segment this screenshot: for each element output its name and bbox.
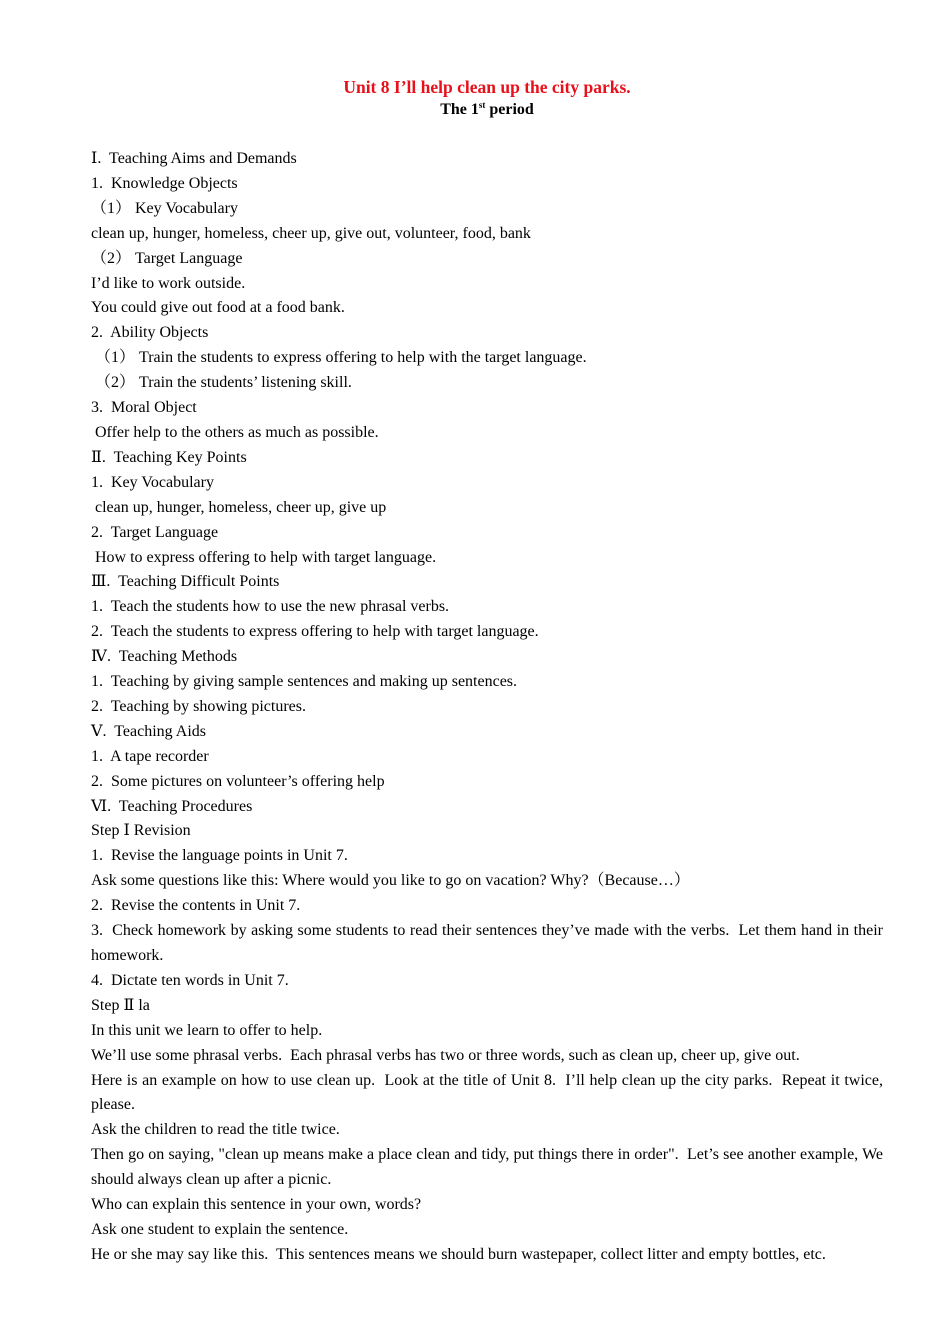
- section-heading-key-points: Ⅱ. Teaching Key Points: [91, 448, 247, 466]
- step-heading-1a: Step Ⅱ la: [91, 996, 150, 1014]
- procedure-item: 1. Revise the language points in Unit 7.: [91, 847, 348, 865]
- section-heading-difficult-points: Ⅲ. Teaching Difficult Points: [91, 573, 280, 591]
- document-page: [91, 76, 887, 1268]
- procedure-text: Ask one student to explain the sentence.: [91, 1220, 349, 1238]
- aid-item: 2. Some pictures on volunteer’s offering help: [91, 772, 385, 790]
- procedure-text: He or she may say like this. This sentences means we should burn wastepaper, collect litter and empty bottles, etc.: [91, 1245, 826, 1263]
- item-key-vocabulary: （1） Key Vocabulary: [91, 199, 238, 217]
- ability-item: （1） Train the students to express offering to help with the target language.: [91, 349, 587, 367]
- difficult-point-item: 2. Teach the students to express offering to help with target language.: [91, 623, 539, 641]
- procedure-text: Ask the children to read the title twice.: [91, 1121, 340, 1139]
- example-sentence: You could give out food at a food bank.: [91, 299, 345, 317]
- section-heading-aims: Ⅰ. Teaching Aims and Demands: [91, 150, 297, 167]
- step-heading-revision: Step Ⅰ Revision: [91, 822, 191, 840]
- section-heading-procedures: Ⅵ. Teaching Procedures: [91, 797, 253, 815]
- ability-item: （2） Train the students’ listening skill.: [91, 374, 352, 392]
- procedure-text: Here is an example on how to use clean up. Look at the title of Unit 8. I’ll help clean up the city parks. Repeat it twice, please.: [91, 1071, 887, 1114]
- subtitle-prefix: The 1: [440, 101, 479, 118]
- key-vocabulary-list: clean up, hunger, homeless, cheer up, give up: [91, 498, 387, 516]
- item-target-language: （2） Target Language: [91, 249, 243, 267]
- procedure-item: 4. Dictate ten words in Unit 7.: [91, 971, 289, 989]
- subtitle-suffix: period: [485, 101, 534, 118]
- aid-item: 1. A tape recorder: [91, 747, 209, 765]
- subheading-key-vocabulary: 1. Key Vocabulary: [91, 473, 214, 491]
- vocabulary-list: clean up, hunger, homeless, cheer up, give out, volunteer, food, bank: [91, 224, 531, 242]
- procedure-text: Ask some questions like this: Where would you like to go on vacation? Why?（Because…）: [91, 872, 690, 890]
- section-heading-aids: Ⅴ. Teaching Aids: [91, 722, 207, 740]
- section-heading-methods: Ⅳ. Teaching Methods: [91, 648, 238, 666]
- example-sentence: I’d like to work outside.: [91, 274, 246, 292]
- procedure-text: In this unit we learn to offer to help.: [91, 1021, 323, 1039]
- procedure-text: We’ll use some phrasal verbs. Each phrasal verbs has two or three words, such as clean up, cheer up, give out.: [91, 1046, 800, 1064]
- subheading-target-language: 2. Target Language: [91, 523, 219, 541]
- procedure-text: Who can explain this sentence in your own, words?: [91, 1196, 422, 1214]
- method-item: 1. Teaching by giving sample sentences and making up sentences.: [91, 673, 518, 691]
- moral-object-text: Offer help to the others as much as possible.: [91, 423, 379, 441]
- subheading-knowledge-objects: 1. Knowledge Objects: [91, 174, 238, 192]
- procedure-item: 2. Revise the contents in Unit 7.: [91, 897, 301, 915]
- target-language-text: How to express offering to help with target language.: [91, 548, 437, 566]
- document-title: Unit 8 I’ll help clean up the city parks.: [343, 77, 631, 97]
- procedure-text: Then go on saying, "clean up means make a place clean and tidy, put things there in order". Let’s see another example, We should always clean up after a picnic.: [91, 1146, 887, 1189]
- procedure-item: 3. Check homework by asking some students to read their sentences they’ve made with the verbs. Let them hand in their homework.: [91, 922, 887, 964]
- subtitle-superscript: st: [478, 100, 486, 110]
- subheading-ability-objects: 2. Ability Objects: [91, 324, 209, 342]
- difficult-point-item: 1. Teach the students how to use the new phrasal verbs.: [91, 598, 450, 616]
- subheading-moral-object: 3. Moral Object: [91, 399, 197, 417]
- document-subtitle: [91, 98, 883, 122]
- method-item: 2. Teaching by showing pictures.: [91, 697, 306, 715]
